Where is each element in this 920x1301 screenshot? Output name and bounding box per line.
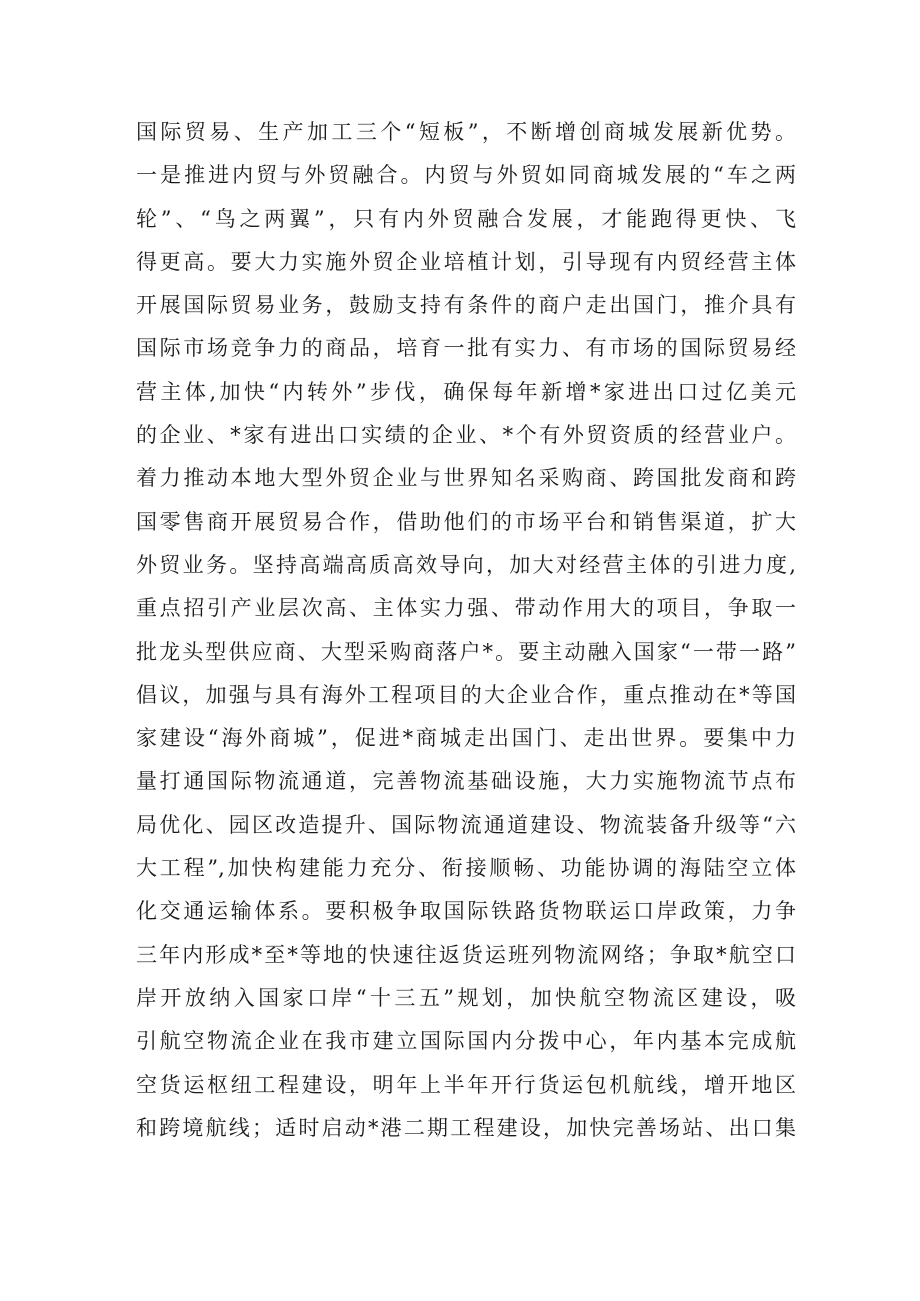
text-line: 倡议，加强与具有海外工程项目的大企业合作，重点推动在*等国 xyxy=(136,682,796,707)
text-line: 批龙头型供应商、大型采购商落户*。要主动融入国家“一带一路” xyxy=(136,639,796,664)
text-line: 国际贸易、生产加工三个“短板”，不断增创商城发展新优势。 xyxy=(136,120,796,144)
text-line: 的企业、*家有进出口实绩的企业、*个有外贸资质的经营业户。 xyxy=(136,423,796,448)
text-line: 开展国际贸易业务，鼓励支持有条件的商户走出国门，推介具有 xyxy=(136,293,796,318)
text-line: 量打通国际物流通道，完善物流基础设施，大力实施物流节点布 xyxy=(136,769,796,794)
text-line: 轮”、“鸟之两翼”，只有内外贸融合发展，才能跑得更快、飞 xyxy=(136,206,796,231)
text-line: 局优化、园区改造提升、国际物流通道建设、物流装备升级等“六 xyxy=(136,812,796,837)
text-line: 国际市场竞争力的商品，培育一批有实力、有市场的国际贸易经 xyxy=(136,336,796,361)
body-paragraph xyxy=(136,111,796,1150)
text-line: 三年内形成*至*等地的快速往返货运班列物流网络；争取*航空口 xyxy=(136,942,796,967)
text-line: 外贸业务。坚持高端高质高效导向，加大对经营主体的引进力度, xyxy=(136,552,796,577)
text-line: 空货运枢纽工程建设，明年上半年开行货运包机航线，增开地区 xyxy=(136,1072,796,1097)
text-line: 一是推进内贸与外贸融合。内贸与外贸如同商城发展的“车之两 xyxy=(136,163,796,188)
text-line: 大工程”,加快构建能力充分、衔接顺畅、功能协调的海陆空立体 xyxy=(136,856,796,881)
text-line: 和跨境航线；适时启动*港二期工程建设，加快完善场站、出口集 xyxy=(136,1115,796,1140)
text-line: 国零售商开展贸易合作，借助他们的市场平台和销售渠道，扩大 xyxy=(136,509,796,534)
text-line: 化交通运输体系。要积极争取国际铁路货物联运口岸政策，力争 xyxy=(136,899,796,924)
text-line: 岸开放纳入国家口岸“十三五”规划，加快航空物流区建设，吸 xyxy=(136,985,796,1010)
text-line: 营主体,加快“内转外”步伐，确保每年新增*家进出口过亿美元 xyxy=(136,379,796,404)
text-line: 着力推动本地大型外贸企业与世界知名采购商、跨国批发商和跨 xyxy=(136,466,796,491)
text-line: 重点招引产业层次高、主体实力强、带动作用大的项目，争取一 xyxy=(136,596,796,621)
text-line: 引航空物流企业在我市建立国际国内分拨中心，年内基本完成航 xyxy=(136,1029,796,1054)
text-line: 得更高。要大力实施外贸企业培植计划，引导现有内贸经营主体 xyxy=(136,249,796,274)
text-line: 家建设“海外商城”，促进*商城走出国门、走出世界。要集中力 xyxy=(136,726,796,751)
